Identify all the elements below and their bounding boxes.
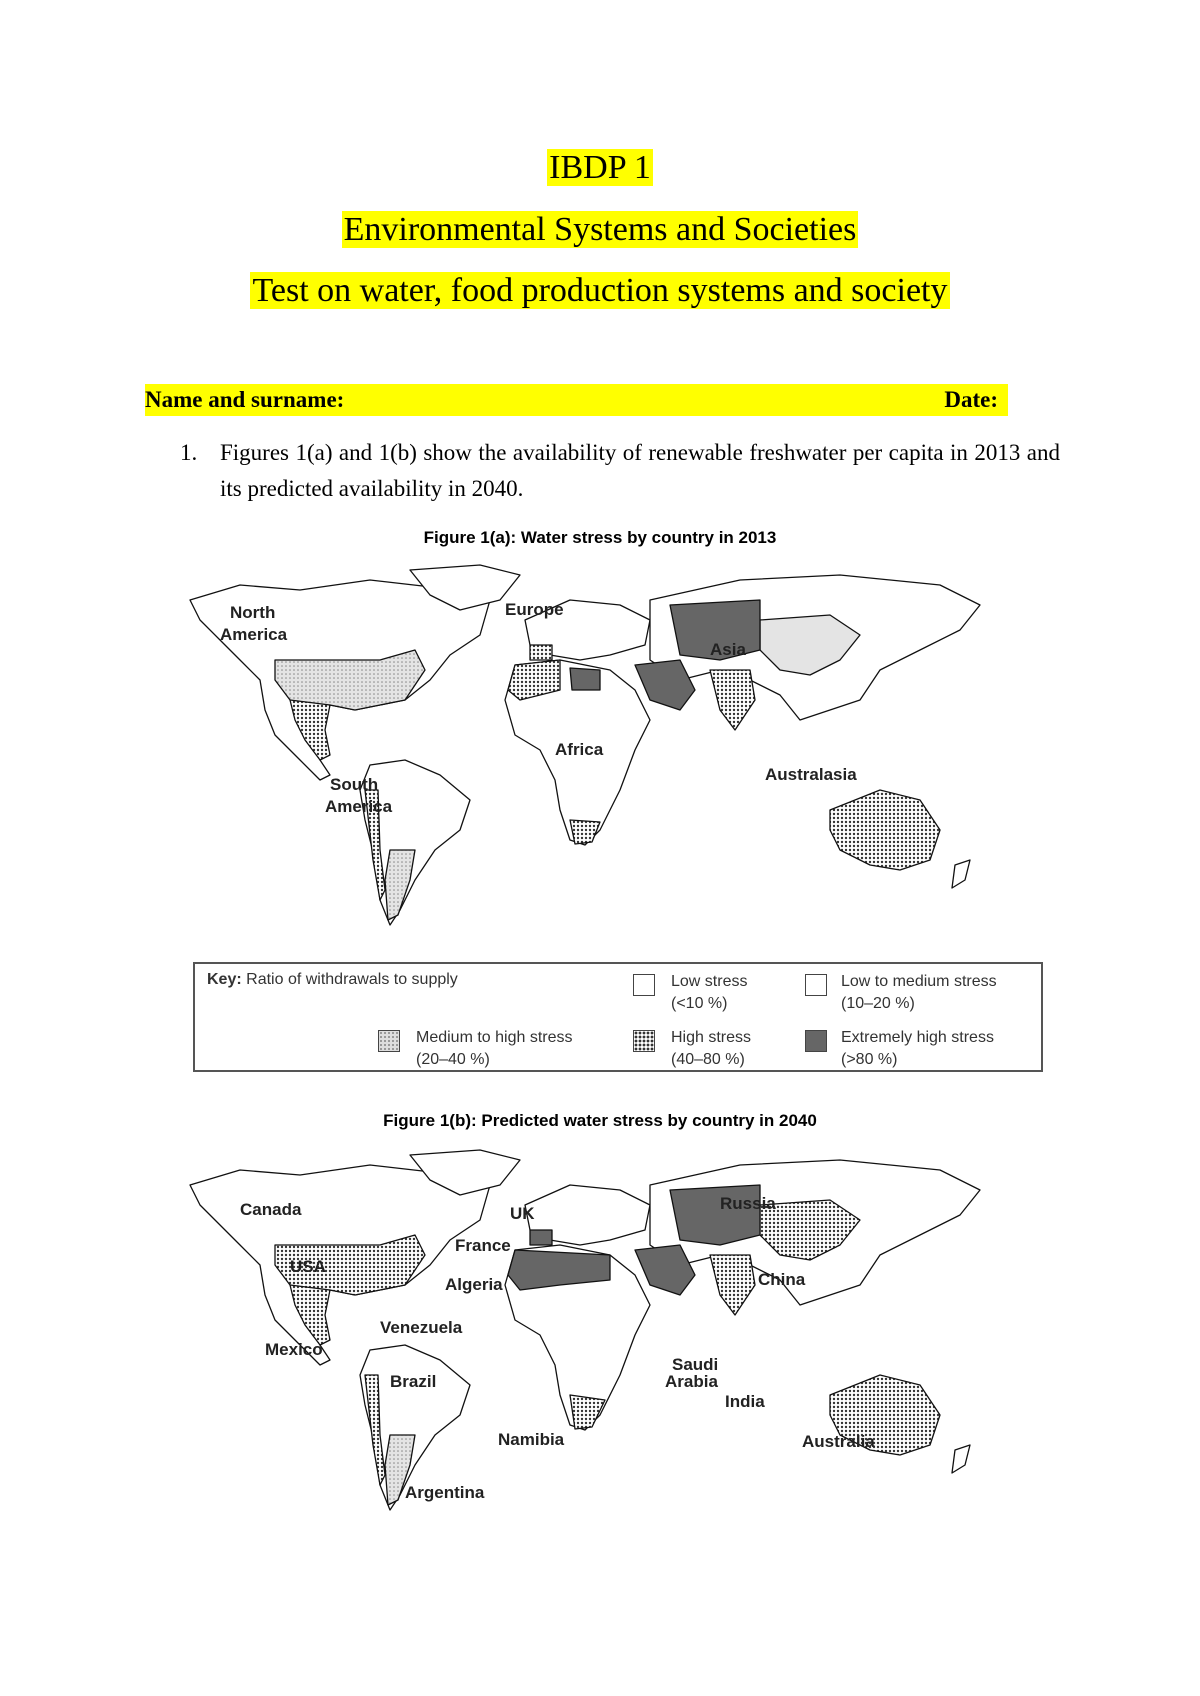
key-range-low-stress: (<10 %) [671, 995, 728, 1012]
swatch-low-stress [633, 974, 655, 996]
swatch-low-medium-stress [805, 974, 827, 996]
test-level-title [0, 148, 1200, 188]
key-title: Key: [207, 971, 242, 988]
figure-1a-title: Figure 1(a): Water stress by country in 2013 [423, 528, 777, 547]
key-label-extreme-stress: Extremely high stress [841, 1029, 994, 1046]
world-map-2013 [180, 560, 1060, 960]
map-label-europe: Europe [505, 600, 564, 619]
south-africa-shape [570, 820, 600, 844]
map-label-canada: Canada [240, 1200, 302, 1219]
map-label-south-america-2: America [325, 797, 393, 816]
world-map-2040 [180, 1145, 1060, 1545]
new-zealand-shape [952, 860, 970, 888]
key-label-high-stress: High stress [671, 1029, 752, 1046]
key-header [207, 970, 458, 990]
spain-shape [530, 1230, 552, 1245]
map-label-brazil: Brazil [390, 1372, 437, 1391]
key-range-medium-high-stress: (20–40 %) [416, 1051, 490, 1068]
test-level-text: IBDP 1 [549, 149, 651, 186]
date-label: Date: [944, 387, 998, 412]
key-label-low-stress: Low stress [671, 973, 748, 990]
key-label-medium-high-stress: Medium to high stress [416, 1029, 573, 1046]
key-subtitle: Ratio of withdrawals to supply [246, 971, 458, 988]
map-label-france: France [455, 1236, 511, 1255]
new-zealand-shape [952, 1445, 970, 1473]
map-label-uk: UK [510, 1204, 535, 1223]
map-label-russia: Russia [720, 1194, 776, 1213]
map-label-north-america-2: America [220, 625, 288, 644]
swatch-high-stress [633, 1030, 655, 1052]
map-label-australia: Australia [802, 1432, 875, 1451]
test-text: Test on water, food production systems and society [252, 272, 948, 309]
australia-shape [830, 790, 940, 870]
swatch-medium-high-stress [378, 1030, 400, 1052]
india-shape [710, 670, 755, 730]
south-africa-shape [570, 1395, 605, 1429]
map-label-china: China [758, 1270, 806, 1289]
key-label-low-medium-stress: Low to medium stress [841, 973, 997, 990]
question-number: 1. [180, 440, 198, 465]
map-key [193, 962, 1043, 1072]
name-label: Name and surname: [145, 387, 345, 412]
key-range-high-stress: (40–80 %) [671, 1051, 745, 1068]
map-label-saudi-arabia-2: Arabia [665, 1372, 718, 1391]
map-label-mexico: Mexico [265, 1340, 323, 1359]
map-label-north-america-1: North [230, 603, 276, 622]
key-range-low-medium-stress: (10–20 %) [841, 995, 915, 1012]
key-range-extreme-stress: (>80 %) [841, 1051, 898, 1068]
map-label-venezuela: Venezuela [380, 1318, 463, 1337]
map-label-algeria: Algeria [445, 1275, 503, 1294]
test-title [0, 271, 1200, 311]
map-label-saudi-arabia-1: Saudi [672, 1355, 719, 1374]
map-label-usa: USA [290, 1257, 326, 1276]
subject-title [0, 210, 1200, 250]
map-label-south-america-1: South [330, 775, 379, 794]
swatch-extreme-stress [805, 1030, 827, 1052]
name-date-bar [145, 384, 1008, 416]
figure-1b-title: Figure 1(b): Predicted water stress by country in 2040 [383, 1111, 817, 1130]
map-label-asia: Asia [710, 640, 746, 659]
map-label-india: India [725, 1392, 765, 1411]
india-shape [710, 1255, 755, 1315]
subject-text: Environmental Systems and Societies [343, 211, 857, 248]
map-label-australasia: Australasia [765, 765, 857, 784]
map-label-africa: Africa [555, 740, 604, 759]
question-text: Figures 1(a) and 1(b) show the availability of renewable freshwater per capita in 2013 and its predicted availability in 2040. [220, 440, 1060, 501]
map-label-argentina: Argentina [405, 1483, 485, 1502]
spain-shape [530, 645, 552, 660]
map-label-namibia: Namibia [498, 1430, 565, 1449]
libya-shape [570, 668, 600, 690]
